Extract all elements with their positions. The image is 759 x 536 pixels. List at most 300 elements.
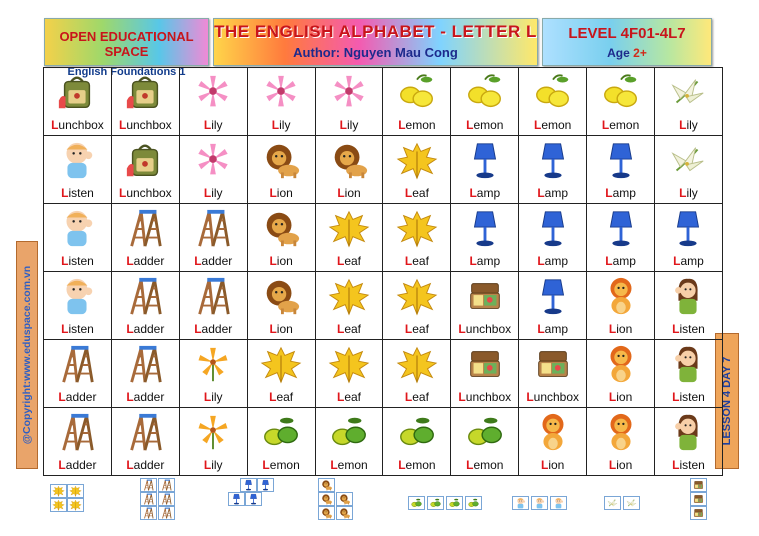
flashcard-cell	[315, 204, 383, 272]
word-rest: adder	[133, 254, 165, 268]
word-initial: L	[672, 390, 680, 404]
ladder-icon	[124, 412, 166, 452]
white-lily-icon	[623, 496, 640, 510]
word-rest: adder	[65, 458, 97, 472]
leaf-icon	[67, 498, 84, 512]
word-initial: L	[58, 458, 66, 472]
copyright-text: @Copyright:www.eduspace.com.vn	[21, 265, 33, 445]
flashcard-cell	[451, 340, 519, 408]
word-rest: adder	[133, 390, 165, 404]
flashcard-word	[112, 390, 179, 404]
copyright-sidebar	[16, 241, 38, 469]
flashcard-cell	[179, 272, 247, 340]
grid-row	[44, 204, 723, 272]
word-initial: L	[608, 458, 617, 472]
flashcard-cell	[111, 408, 179, 476]
lime-icon	[396, 412, 438, 452]
flashcard-word	[44, 254, 111, 268]
word-initial: L	[679, 186, 687, 200]
author-line: Author: Nguyen Mau Cong	[293, 45, 458, 60]
word-initial: L	[466, 458, 474, 472]
flashcard-cell	[111, 272, 179, 340]
flashcard-cell	[383, 68, 451, 136]
word-initial: L	[337, 186, 345, 200]
flashcard-cell	[179, 340, 247, 408]
listen-baby-icon	[550, 496, 567, 510]
flashcard-word	[451, 322, 518, 336]
flashcard-word	[655, 118, 722, 132]
word-rest: isten	[68, 186, 94, 200]
flashcard-cell	[655, 272, 723, 340]
word-rest: unchbox	[126, 118, 172, 132]
header-title-panel	[213, 18, 538, 66]
age-label-text: Age	[607, 46, 630, 60]
word-initial: L	[537, 322, 545, 336]
word-rest: adder	[65, 390, 97, 404]
open-lunchbox-icon	[690, 492, 707, 506]
flashcard-word	[112, 458, 179, 472]
word-rest: eaf	[412, 186, 429, 200]
word-rest: emon	[269, 458, 300, 472]
word-initial: L	[404, 254, 413, 268]
word-initial: L	[203, 186, 212, 200]
word-initial: L	[404, 322, 413, 336]
white-lily-icon	[667, 72, 709, 112]
flashcard-cell	[383, 408, 451, 476]
flashcard-word	[383, 390, 450, 404]
listen-baby-icon	[56, 140, 98, 180]
flashcard-cell	[655, 408, 723, 476]
flashcard-cell	[247, 136, 315, 204]
orange-lily-icon	[192, 344, 234, 384]
lily-icon	[192, 140, 234, 180]
flashcard-cell	[179, 408, 247, 476]
word-rest: ily	[686, 186, 698, 200]
open-lunchbox-icon	[690, 506, 707, 520]
lion-icon	[260, 140, 302, 180]
flashcard-word	[451, 458, 518, 472]
lime-icon	[408, 496, 425, 510]
flashcard-cell	[44, 408, 112, 476]
flashcard-cell	[519, 136, 587, 204]
flashcard-word	[316, 186, 383, 200]
lamp-icon	[240, 478, 257, 492]
word-rest: ion	[276, 254, 293, 268]
sitting-lion-icon	[600, 344, 642, 384]
lion-icon	[328, 140, 370, 180]
word-rest: amp	[544, 254, 569, 268]
word-initial: L	[541, 458, 549, 472]
flashcard-cell	[519, 408, 587, 476]
flashcard-word	[316, 390, 383, 404]
word-initial: L	[336, 390, 345, 404]
word-rest: ily	[279, 118, 291, 132]
flashcard-cell	[519, 204, 587, 272]
flashcard-word	[587, 390, 654, 404]
flashcard-cell	[655, 136, 723, 204]
word-initial: L	[61, 254, 69, 268]
word-rest: ily	[211, 458, 223, 472]
flashcard-cell	[315, 68, 383, 136]
flashcard-word	[519, 322, 586, 336]
flashcard-cell	[451, 272, 519, 340]
flashcard-cell	[247, 272, 315, 340]
word-rest: ion	[344, 186, 361, 200]
series-title: OPEN EDUCATIONAL SPACE	[59, 29, 194, 59]
ladder-icon	[192, 276, 234, 316]
word-initial: L	[458, 322, 466, 336]
word-initial: L	[126, 254, 134, 268]
leaf-icon	[396, 208, 438, 248]
ladder-icon	[56, 412, 98, 452]
flashcard-cell	[111, 68, 179, 136]
level-label: LEVEL 4F01-4L7	[568, 25, 686, 42]
word-rest: adder	[201, 322, 233, 336]
listen-woman-icon	[667, 412, 709, 452]
flashcard-word	[44, 118, 111, 132]
word-initial: L	[469, 254, 477, 268]
open-lunchbox-icon	[464, 276, 506, 316]
flashcard-cell	[655, 68, 723, 136]
flashcard-word	[383, 458, 450, 472]
flashcard-word	[655, 254, 722, 268]
grid-row	[44, 136, 723, 204]
word-initial: L	[203, 390, 212, 404]
lion-icon	[260, 276, 302, 316]
word-initial: L	[537, 254, 545, 268]
flashcard-cell	[451, 68, 519, 136]
lesson-text: LESSON 4 DAY 7	[721, 356, 733, 446]
flashcard-cell	[451, 408, 519, 476]
lamp-icon	[600, 208, 642, 248]
listen-woman-icon	[667, 344, 709, 384]
word-rest: ion	[548, 458, 565, 472]
flashcard-word	[180, 322, 247, 336]
ladder-icon	[192, 208, 234, 248]
flashcard-word	[316, 118, 383, 132]
word-initial: L	[679, 118, 687, 132]
word-rest: isten	[679, 458, 705, 472]
word-rest: emon	[405, 458, 436, 472]
flashcard-cell	[247, 68, 315, 136]
word-rest: isten	[679, 390, 705, 404]
flashcard-word	[248, 118, 315, 132]
ladder-icon	[124, 344, 166, 384]
lion-icon	[318, 506, 335, 520]
word-initial: L	[269, 254, 277, 268]
word-initial: L	[398, 458, 406, 472]
word-rest: ily	[347, 118, 359, 132]
lion-icon	[336, 506, 353, 520]
flashcard-cell	[44, 272, 112, 340]
word-rest: emon	[609, 118, 640, 132]
word-initial: L	[458, 390, 466, 404]
leaf-icon	[328, 276, 370, 316]
flashcard-word	[383, 254, 450, 268]
flashcard-word	[519, 186, 586, 200]
leaf-icon	[67, 484, 84, 498]
listen-baby-icon	[512, 496, 529, 510]
word-initial: L	[601, 118, 610, 132]
word-initial: L	[608, 390, 617, 404]
ladder-icon	[158, 478, 175, 492]
word-rest: emon	[337, 458, 368, 472]
word-initial: L	[271, 118, 280, 132]
word-rest: emon	[473, 118, 504, 132]
word-rest: unchbox	[533, 390, 580, 404]
page-title: THE ENGLISH ALPHABET - LETTER L	[214, 22, 537, 41]
word-initial: L	[58, 390, 66, 404]
word-rest: eaf	[276, 390, 294, 404]
flashcard-word	[383, 186, 450, 200]
lamp-icon	[667, 208, 709, 248]
flashcard-word	[248, 322, 315, 336]
flashcard-word	[112, 322, 179, 336]
flashcard-word	[587, 186, 654, 200]
word-rest: isten	[68, 322, 94, 336]
word-initial: L	[194, 322, 202, 336]
word-initial: L	[126, 390, 134, 404]
word-rest: eaf	[412, 322, 429, 336]
ladder-icon	[140, 492, 157, 506]
word-initial: L	[404, 390, 413, 404]
lamp-icon	[532, 208, 574, 248]
ladder-icon	[124, 208, 166, 248]
flashcard-cell	[247, 204, 315, 272]
flashcard-cell	[44, 68, 112, 136]
flashcard-grid	[43, 67, 723, 476]
flashcard-cell	[587, 68, 655, 136]
header-level-panel	[542, 18, 712, 66]
ladder-icon	[158, 492, 175, 506]
word-initial: L	[526, 390, 534, 404]
flashcard-cell	[111, 136, 179, 204]
flashcard-cell	[179, 204, 247, 272]
flashcard-word	[587, 118, 654, 132]
word-initial: L	[126, 322, 134, 336]
leaf-icon	[328, 208, 370, 248]
word-initial: L	[269, 390, 277, 404]
word-initial: L	[336, 322, 345, 336]
word-rest: amp	[612, 186, 636, 200]
grid-row	[44, 272, 723, 340]
age-label	[543, 46, 711, 60]
leaf-icon	[50, 498, 67, 512]
word-initial: L	[203, 458, 212, 472]
flashcard-word	[248, 390, 315, 404]
word-initial: L	[118, 118, 127, 132]
word-rest: adder	[201, 254, 233, 268]
word-initial: L	[61, 322, 69, 336]
flashcard-word	[587, 322, 654, 336]
flashcard-cell	[451, 136, 519, 204]
flashcard-cell	[315, 340, 383, 408]
word-rest: amp	[476, 186, 501, 200]
flashcard-cell	[519, 272, 587, 340]
flashcard-cell	[655, 204, 723, 272]
word-rest: amp	[612, 254, 636, 268]
age-value: 2+	[633, 46, 647, 60]
word-rest: eaf	[344, 254, 362, 268]
flashcard-cell	[44, 136, 112, 204]
word-rest: emon	[405, 118, 436, 132]
word-initial: L	[194, 254, 202, 268]
lime-icon	[328, 412, 370, 452]
flashcard-word	[112, 254, 179, 268]
flashcard-cell	[383, 272, 451, 340]
flashcard-word	[655, 390, 722, 404]
flashcard-word	[180, 458, 247, 472]
ladder-icon	[124, 276, 166, 316]
leaf-icon	[396, 140, 438, 180]
flashcard-cell	[111, 340, 179, 408]
word-initial: L	[51, 118, 59, 132]
lemon-icon	[396, 72, 438, 112]
lime-icon	[427, 496, 444, 510]
word-initial: L	[404, 186, 413, 200]
lamp-icon	[600, 140, 642, 180]
word-rest: amp	[476, 254, 501, 268]
word-rest: ion	[616, 458, 633, 472]
flashcard-word	[519, 118, 586, 132]
listen-woman-icon	[667, 276, 709, 316]
grid-row	[44, 408, 723, 476]
flashcard-cell	[587, 136, 655, 204]
lamp-icon	[532, 276, 574, 316]
flashcard-cell	[451, 204, 519, 272]
word-initial: L	[673, 254, 681, 268]
series-subtitle: English Foundations 1	[67, 66, 186, 78]
grid-row	[44, 340, 723, 408]
lily-icon	[328, 72, 370, 112]
word-rest: eaf	[412, 390, 429, 404]
flashcard-cell	[587, 272, 655, 340]
word-rest: ion	[616, 322, 633, 336]
flashcard-word	[248, 458, 315, 472]
word-rest: amp	[680, 254, 704, 268]
flashcard-cell	[587, 340, 655, 408]
lily-icon	[260, 72, 302, 112]
flashcard-word	[451, 118, 518, 132]
flashcard-word	[519, 458, 586, 472]
lion-icon	[336, 492, 353, 506]
flashcard-word	[44, 390, 111, 404]
open-lunchbox-icon	[690, 478, 707, 492]
word-initial: L	[203, 118, 212, 132]
word-initial: L	[330, 458, 338, 472]
white-lily-icon	[604, 496, 621, 510]
flashcard-cell	[247, 340, 315, 408]
lemon-icon	[464, 72, 506, 112]
flashcard-word	[180, 254, 247, 268]
open-lunchbox-icon	[532, 344, 574, 384]
lion-icon	[260, 208, 302, 248]
word-rest: eaf	[412, 254, 429, 268]
word-rest: adder	[133, 458, 165, 472]
lemon-icon	[532, 72, 574, 112]
flashcard-word	[655, 458, 722, 472]
word-rest: ily	[211, 186, 223, 200]
listen-baby-icon	[531, 496, 548, 510]
leaf-icon	[50, 484, 67, 498]
flashcard-cell	[111, 204, 179, 272]
lily-icon	[192, 72, 234, 112]
word-initial: L	[339, 118, 347, 132]
word-rest: ion	[276, 186, 293, 200]
word-rest: ily	[211, 390, 223, 404]
flashcard-word	[248, 186, 315, 200]
leaf-icon	[396, 276, 438, 316]
word-rest: unchbox	[465, 322, 512, 336]
lamp-icon	[464, 140, 506, 180]
word-initial: L	[269, 322, 277, 336]
lemon-icon	[600, 72, 642, 112]
word-rest: adder	[133, 322, 165, 336]
flashcard-cell	[179, 68, 247, 136]
word-rest: unchbox	[465, 390, 512, 404]
word-initial: L	[537, 186, 545, 200]
lion-icon	[318, 492, 335, 506]
word-initial: L	[61, 186, 69, 200]
word-rest: amp	[544, 322, 569, 336]
word-rest: eaf	[344, 390, 362, 404]
flashcard-cell	[315, 136, 383, 204]
word-initial: L	[605, 186, 613, 200]
lime-icon	[465, 496, 482, 510]
white-lily-icon	[667, 140, 709, 180]
flashcard-word	[655, 322, 722, 336]
flashcard-word	[44, 322, 111, 336]
listen-baby-icon	[56, 276, 98, 316]
flashcard-cell	[179, 136, 247, 204]
word-rest: ily	[686, 118, 698, 132]
listen-baby-icon	[56, 208, 98, 248]
lamp-icon	[228, 492, 245, 506]
sitting-lion-icon	[600, 412, 642, 452]
flashcard-word	[451, 254, 518, 268]
lamp-icon	[257, 478, 274, 492]
flashcard-cell	[44, 340, 112, 408]
open-lunchbox-icon	[464, 344, 506, 384]
flashcard-word	[451, 186, 518, 200]
flashcard-cell	[383, 340, 451, 408]
word-initial: L	[262, 458, 270, 472]
flashcard-word	[316, 458, 383, 472]
word-rest: ion	[276, 322, 293, 336]
flashcard-word	[655, 186, 722, 200]
lime-icon	[464, 412, 506, 452]
flashcard-cell	[587, 204, 655, 272]
word-initial: L	[126, 458, 134, 472]
word-initial: L	[533, 118, 542, 132]
flashcard-word	[180, 118, 247, 132]
word-rest: eaf	[344, 322, 362, 336]
word-initial: L	[469, 186, 477, 200]
lime-icon	[446, 496, 463, 510]
flashcard-word	[44, 458, 111, 472]
flashcard-cell	[315, 408, 383, 476]
flashcard-cell	[655, 340, 723, 408]
flashcard-cell	[383, 204, 451, 272]
grid-row	[44, 68, 723, 136]
word-rest: ily	[211, 118, 223, 132]
flashcard-cell	[44, 204, 112, 272]
ladder-icon	[140, 478, 157, 492]
sitting-lion-icon	[532, 412, 574, 452]
word-rest: amp	[544, 186, 569, 200]
flashcard-word	[587, 458, 654, 472]
flashcard-word	[180, 390, 247, 404]
